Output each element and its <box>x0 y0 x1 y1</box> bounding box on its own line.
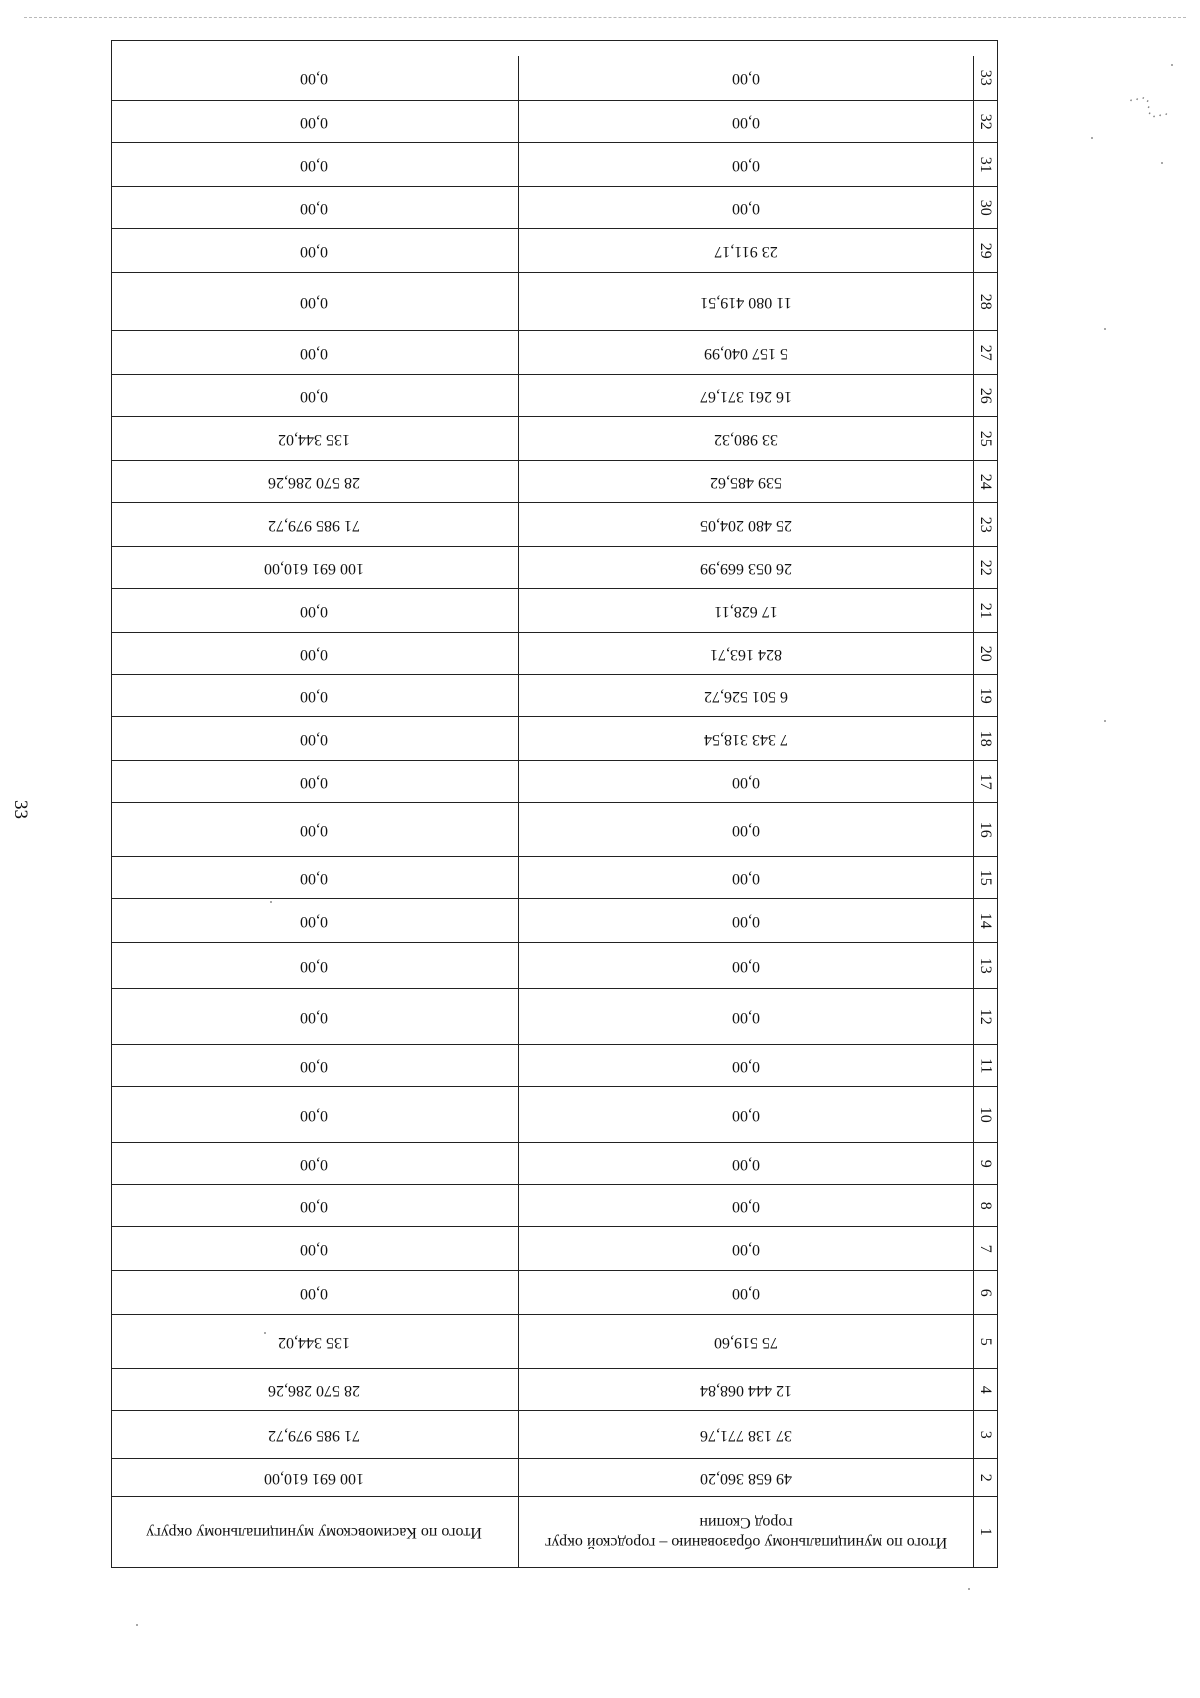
value-cell: 11 080 419,51 <box>518 273 973 330</box>
table-row <box>112 898 997 942</box>
value-cell: 0,00 <box>300 1284 328 1302</box>
value-cell: 25 480 204,05 <box>518 503 973 546</box>
value-cell: 539 485,62 <box>518 461 973 502</box>
header-col-b: Итого по Касимовскому муниципальному округу <box>146 1524 482 1541</box>
scan-dot <box>1091 137 1093 139</box>
table-row <box>112 942 997 988</box>
table-row <box>112 802 997 856</box>
value-cell: 0,00 <box>300 1008 328 1026</box>
table-row <box>112 1086 997 1142</box>
value-cell: 0,00 <box>300 344 328 362</box>
value-cell: 0,00 <box>518 1227 973 1270</box>
row-index: 25 <box>973 417 997 460</box>
row-index: 24 <box>973 461 997 502</box>
value-cell: 49 658 360,20 <box>518 1459 973 1496</box>
value-cell: 33 980,32 <box>518 417 973 460</box>
row-index: 33 <box>973 56 997 100</box>
table-header-row <box>112 1496 997 1567</box>
table-row <box>112 186 997 228</box>
row-index: 13 <box>973 943 997 988</box>
value-cell: 0,00 <box>300 957 328 975</box>
value-cell: 12 444 068,84 <box>518 1369 973 1410</box>
scan-dot <box>1171 64 1173 66</box>
table-row <box>112 142 997 186</box>
row-index: 30 <box>973 187 997 228</box>
scan-dot <box>968 1588 970 1590</box>
row-index: 6 <box>973 1271 997 1314</box>
table-row <box>112 1270 997 1314</box>
value-cell: 0,00 <box>300 1197 328 1215</box>
value-cell: 0,00 <box>300 1240 328 1258</box>
row-index: 31 <box>973 143 997 186</box>
value-cell: 28 570 286,26 <box>268 473 360 491</box>
table-row <box>112 856 997 898</box>
value-cell: 0,00 <box>518 1143 973 1184</box>
table-row <box>112 1044 997 1086</box>
value-cell: 0,00 <box>300 156 328 174</box>
value-cell: 28 570 286,26 <box>268 1381 360 1399</box>
value-cell: 0,00 <box>518 803 973 856</box>
table-row <box>112 546 997 588</box>
table-row <box>112 272 997 330</box>
scan-top-edge <box>24 17 1186 18</box>
row-index: 20 <box>973 633 997 674</box>
row-index: 1 <box>973 1497 997 1567</box>
table-row <box>112 760 997 802</box>
value-cell: 0,00 <box>518 1185 973 1226</box>
row-index: 23 <box>973 503 997 546</box>
header-col-a: Итого по муниципальному образованию – городской округ город Скопин <box>518 1497 973 1567</box>
value-cell: 824 163,71 <box>518 633 973 674</box>
scan-dot <box>136 1624 138 1626</box>
table-row <box>112 1410 997 1458</box>
value-cell: 0,00 <box>300 730 328 748</box>
value-cell: 26 053 669,99 <box>518 547 973 588</box>
table-row <box>112 716 997 760</box>
value-cell: 135 344,02 <box>278 430 350 448</box>
value-cell: 0,00 <box>518 1045 973 1086</box>
value-cell: 16 261 371,67 <box>518 375 973 416</box>
row-index: 29 <box>973 229 997 272</box>
row-index: 2 <box>973 1459 997 1496</box>
table-row <box>112 502 997 546</box>
value-cell: 23 911,17 <box>518 229 973 272</box>
table-row <box>112 1458 997 1496</box>
value-cell: 0,00 <box>300 242 328 260</box>
value-cell: 0,00 <box>300 1106 328 1124</box>
page-number: 33 <box>10 800 31 819</box>
row-index: 7 <box>973 1227 997 1270</box>
value-cell: 0,00 <box>300 199 328 217</box>
budget-table <box>111 40 998 1568</box>
table-row <box>112 588 997 632</box>
value-cell: 71 985 979,72 <box>268 1426 360 1444</box>
value-cell: 0,00 <box>518 857 973 898</box>
value-cell: 0,00 <box>300 70 328 88</box>
row-index: 16 <box>973 803 997 856</box>
value-cell: 0,00 <box>300 773 328 791</box>
scan-dot <box>1161 162 1163 164</box>
row-index: 11 <box>973 1045 997 1086</box>
value-cell: 0,00 <box>518 1087 973 1142</box>
value-cell: 0,00 <box>300 1155 328 1173</box>
row-index: 15 <box>973 857 997 898</box>
row-index: 22 <box>973 547 997 588</box>
table-row <box>112 56 997 100</box>
value-cell: 0,00 <box>518 943 973 988</box>
row-index: 8 <box>973 1185 997 1226</box>
value-cell: 0,00 <box>300 293 328 311</box>
value-cell: 100 691 610,00 <box>264 559 364 577</box>
scan-dot <box>1104 328 1106 330</box>
value-cell: 0,00 <box>300 869 328 887</box>
value-cell: 7 343 318,54 <box>518 717 973 760</box>
value-cell: 37 138 771,76 <box>518 1411 973 1458</box>
row-index: 19 <box>973 675 997 716</box>
value-cell: 0,00 <box>300 1057 328 1075</box>
value-cell: 0,00 <box>300 912 328 930</box>
table-row <box>112 416 997 460</box>
table-row <box>112 228 997 272</box>
value-cell: 0,00 <box>300 113 328 131</box>
scan-smudge: ⋰⋱⋰ <box>1127 88 1171 126</box>
table-row <box>112 1314 997 1368</box>
table-row <box>112 1368 997 1410</box>
table-row <box>112 1184 997 1226</box>
value-cell: 0,00 <box>518 143 973 186</box>
value-cell: 0,00 <box>300 821 328 839</box>
row-index: 3 <box>973 1411 997 1458</box>
value-cell: 0,00 <box>300 387 328 405</box>
row-index: 9 <box>973 1143 997 1184</box>
row-index: 5 <box>973 1315 997 1368</box>
scan-dot <box>1104 720 1106 722</box>
table-row <box>112 632 997 674</box>
value-cell: 0,00 <box>518 187 973 228</box>
table-row <box>112 460 997 502</box>
value-cell: 0,00 <box>518 56 973 100</box>
value-cell: 135 344,02 <box>278 1333 350 1351</box>
value-cell: 0,00 <box>518 989 973 1044</box>
value-cell: 0,00 <box>518 1271 973 1314</box>
row-index: 21 <box>973 589 997 632</box>
value-cell: 0,00 <box>300 645 328 663</box>
row-index: 28 <box>973 273 997 330</box>
value-cell: 5 157 040,99 <box>518 331 973 374</box>
row-index: 32 <box>973 101 997 142</box>
value-cell: 0,00 <box>300 602 328 620</box>
row-index: 27 <box>973 331 997 374</box>
row-index: 10 <box>973 1087 997 1142</box>
value-cell: 0,00 <box>300 687 328 705</box>
row-index: 17 <box>973 761 997 802</box>
table-row <box>112 1226 997 1270</box>
table-row <box>112 1142 997 1184</box>
value-cell: 75 519,60 <box>518 1315 973 1368</box>
value-cell: 100 691 610,00 <box>264 1469 364 1487</box>
table-row <box>112 374 997 416</box>
row-index: 4 <box>973 1369 997 1410</box>
value-cell: 17 628,11 <box>518 589 973 632</box>
value-cell: 6 501 526,72 <box>518 675 973 716</box>
table-row <box>112 330 997 374</box>
table-row <box>112 100 997 142</box>
value-cell: 0,00 <box>518 761 973 802</box>
row-index: 26 <box>973 375 997 416</box>
row-index: 18 <box>973 717 997 760</box>
row-index: 14 <box>973 899 997 942</box>
row-index: 12 <box>973 989 997 1044</box>
value-cell: 0,00 <box>518 101 973 142</box>
table-row <box>112 674 997 716</box>
table-row <box>112 988 997 1044</box>
value-cell: 0,00 <box>518 899 973 942</box>
value-cell: 71 985 979,72 <box>268 516 360 534</box>
